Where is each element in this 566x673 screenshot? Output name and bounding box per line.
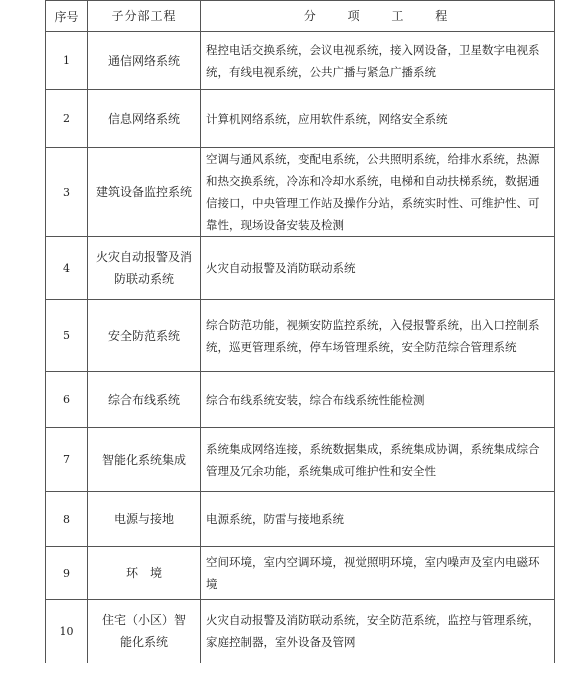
row-no: 3: [46, 148, 88, 237]
table-row: [46, 237, 555, 300]
header-no: 序号: [46, 1, 88, 32]
row-items: 空间环境，室内空调环境，视觉照明环境，室内噪声及室内电磁环境: [201, 547, 555, 600]
table-row: [46, 372, 555, 428]
table-row: [46, 428, 555, 492]
table-row: [46, 492, 555, 547]
sub-project-table: [45, 0, 555, 663]
row-no: 4: [46, 237, 88, 300]
row-no: 2: [46, 90, 88, 148]
row-sub-project: 信息网络系统: [88, 90, 201, 148]
row-no: 6: [46, 372, 88, 428]
table-row: [46, 300, 555, 372]
row-items: 计算机网络系统，应用软件系统，网络安全系统: [201, 90, 555, 148]
row-items: 火灾自动报警及消防联动系统: [201, 237, 555, 300]
row-items: 空调与通风系统，变配电系统，公共照明系统，给排水系统，热源和热交换系统，冷冻和冷却水系统，电梯和自动扶梯系统，数据通信接口，中央管理工作站及操作分站，系统实时性、可维护性、可靠性，现场设备安装及检测: [201, 148, 555, 237]
row-sub-project: 通信网络系统: [88, 32, 201, 90]
row-no: 9: [46, 547, 88, 600]
table-row: [46, 600, 555, 663]
row-items: 电源系统，防雷与接地系统: [201, 492, 555, 547]
row-no: 10: [46, 600, 88, 663]
header-items: 分 项 工 程: [201, 1, 555, 32]
row-items: 综合布线系统安装，综合布线系统性能检测: [201, 372, 555, 428]
row-sub-project: 智能化系统集成: [88, 428, 201, 492]
header-sub-project: 子分部工程: [88, 1, 201, 32]
table-row: [46, 90, 555, 148]
row-no: 5: [46, 300, 88, 372]
row-sub-project: 环 境: [88, 547, 201, 600]
table-header-row: [46, 1, 555, 32]
row-sub-project: 火灾自动报警及消防联动系统: [88, 237, 201, 300]
row-no: 8: [46, 492, 88, 547]
row-items: 火灾自动报警及消防联动系统，安全防范系统，监控与管理系统，家庭控制器，室外设备及管网: [201, 600, 555, 663]
row-sub-project: 综合布线系统: [88, 372, 201, 428]
row-no: 7: [46, 428, 88, 492]
table-row: [46, 32, 555, 90]
table-row: [46, 148, 555, 237]
row-sub-project: 住宅（小区）智能化系统: [88, 600, 201, 663]
row-items: 综合防范功能，视频安防监控系统，入侵报警系统，出入口控制系统，巡更管理系统，停车场管理系统，安全防范综合管理系统: [201, 300, 555, 372]
row-sub-project: 电源与接地: [88, 492, 201, 547]
table-row: [46, 547, 555, 600]
spec-table-container: [45, 0, 540, 657]
row-sub-project: 建筑设备监控系统: [88, 148, 201, 237]
row-items: 程控电话交换系统，会议电视系统，接入网设备，卫星数字电视系统，有线电视系统，公共广播与紧急广播系统: [201, 32, 555, 90]
row-no: 1: [46, 32, 88, 90]
row-items: 系统集成网络连接，系统数据集成，系统集成协调，系统集成综合管理及冗余功能，系统集成可维护性和安全性: [201, 428, 555, 492]
row-sub-project: 安全防范系统: [88, 300, 201, 372]
